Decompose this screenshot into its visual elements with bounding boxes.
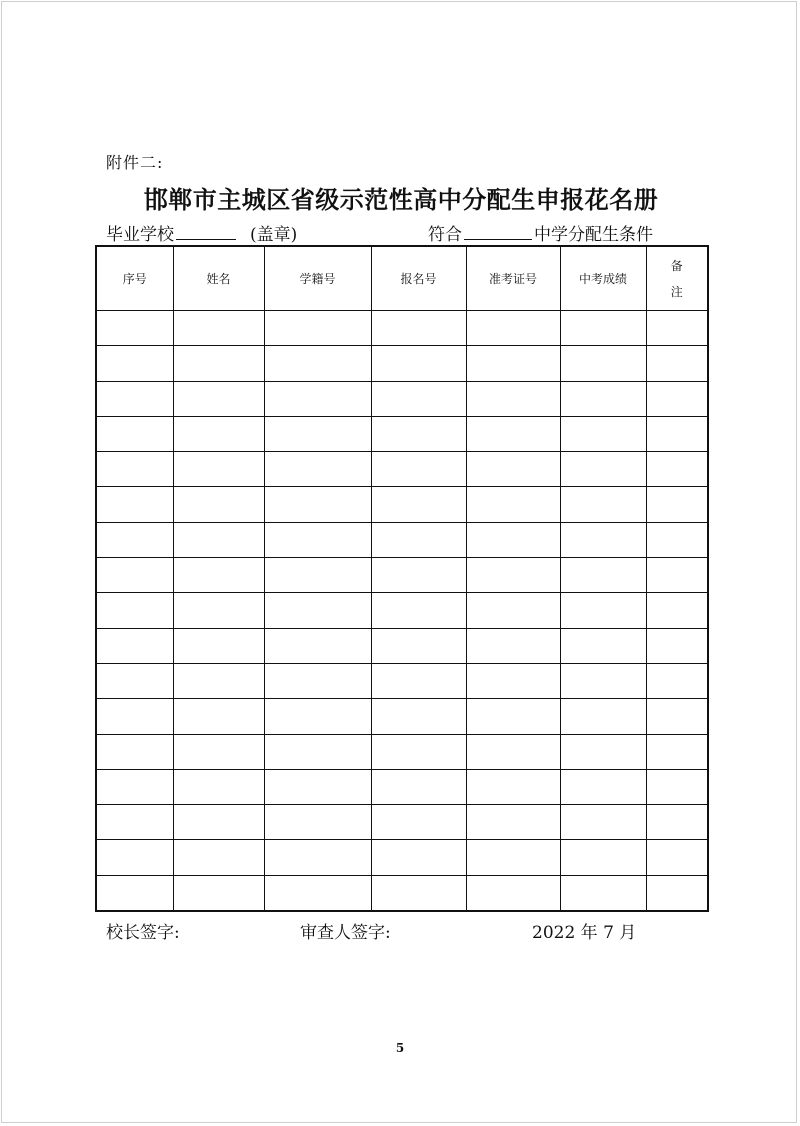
table-row xyxy=(96,663,708,698)
table-cell[interactable] xyxy=(560,875,646,911)
table-cell[interactable] xyxy=(560,452,646,487)
table-cell[interactable] xyxy=(560,416,646,451)
table-cell[interactable] xyxy=(264,805,371,840)
table-cell[interactable] xyxy=(371,522,466,557)
table-cell[interactable] xyxy=(96,416,173,451)
table-cell[interactable] xyxy=(466,875,560,911)
table-row xyxy=(96,628,708,663)
table-cell[interactable] xyxy=(371,663,466,698)
school-info xyxy=(106,220,297,245)
table-cell[interactable] xyxy=(646,346,708,381)
table-cell[interactable] xyxy=(264,875,371,911)
table-cell[interactable] xyxy=(371,452,466,487)
table-cell[interactable] xyxy=(560,522,646,557)
table-cell[interactable] xyxy=(96,311,173,346)
roster-body xyxy=(96,311,708,912)
table-cell[interactable] xyxy=(646,699,708,734)
table-cell[interactable] xyxy=(264,487,371,522)
table-cell[interactable] xyxy=(96,346,173,381)
table-cell[interactable] xyxy=(173,593,264,628)
table-cell[interactable] xyxy=(646,416,708,451)
table-cell[interactable] xyxy=(466,593,560,628)
table-cell[interactable] xyxy=(560,663,646,698)
table-cell[interactable] xyxy=(371,840,466,875)
date-label: 2022 年 7 月 xyxy=(532,923,637,943)
table-row xyxy=(96,311,708,346)
school-blank-line xyxy=(176,225,236,240)
table-cell[interactable] xyxy=(173,699,264,734)
meets-label: 符合 xyxy=(428,225,462,245)
condition-label: 中学分配生条件 xyxy=(534,225,653,245)
table-cell[interactable] xyxy=(173,346,264,381)
table-cell[interactable] xyxy=(560,769,646,804)
table-row xyxy=(96,699,708,734)
table-row xyxy=(96,346,708,381)
table-cell[interactable] xyxy=(466,558,560,593)
table-cell[interactable] xyxy=(371,699,466,734)
table-cell[interactable] xyxy=(371,416,466,451)
table-row xyxy=(96,734,708,769)
table-cell[interactable] xyxy=(264,734,371,769)
table-cell[interactable] xyxy=(173,487,264,522)
table-cell[interactable] xyxy=(646,663,708,698)
table-row xyxy=(96,593,708,628)
table-cell[interactable] xyxy=(173,628,264,663)
table-cell[interactable] xyxy=(264,522,371,557)
table-cell[interactable] xyxy=(96,840,173,875)
table-cell[interactable] xyxy=(371,805,466,840)
table-cell[interactable] xyxy=(96,734,173,769)
table-cell[interactable] xyxy=(646,593,708,628)
table-cell[interactable] xyxy=(173,840,264,875)
table-cell[interactable] xyxy=(371,487,466,522)
attachment-label: 附件二: xyxy=(106,153,164,172)
roster-table xyxy=(95,245,709,912)
remark-char-2: 注 xyxy=(670,284,683,299)
table-cell[interactable] xyxy=(466,346,560,381)
table-cell[interactable] xyxy=(371,875,466,911)
table-cell[interactable] xyxy=(371,628,466,663)
table-cell[interactable] xyxy=(173,522,264,557)
table-cell[interactable] xyxy=(371,346,466,381)
table-cell[interactable] xyxy=(96,769,173,804)
table-cell[interactable] xyxy=(173,416,264,451)
table-cell[interactable] xyxy=(96,487,173,522)
table-cell[interactable] xyxy=(466,311,560,346)
column-header-remark xyxy=(646,246,708,311)
table-cell[interactable] xyxy=(466,628,560,663)
table-cell[interactable] xyxy=(371,734,466,769)
column-header-registration-no: 报名号 xyxy=(371,246,466,311)
condition-blank-line xyxy=(464,225,532,240)
table-cell[interactable] xyxy=(371,769,466,804)
table-row xyxy=(96,416,708,451)
table-cell[interactable] xyxy=(264,311,371,346)
table-cell[interactable] xyxy=(646,734,708,769)
table-cell[interactable] xyxy=(560,805,646,840)
table-cell[interactable] xyxy=(466,416,560,451)
table-cell[interactable] xyxy=(646,840,708,875)
table-cell[interactable] xyxy=(646,487,708,522)
table-cell[interactable] xyxy=(466,840,560,875)
column-header-student-id: 学籍号 xyxy=(264,246,371,311)
table-cell[interactable] xyxy=(646,381,708,416)
table-row xyxy=(96,522,708,557)
stamp-note: (盖章) xyxy=(250,225,298,245)
table-cell[interactable] xyxy=(560,558,646,593)
table-row xyxy=(96,769,708,804)
table-cell[interactable] xyxy=(96,699,173,734)
table-cell[interactable] xyxy=(466,487,560,522)
table-cell[interactable] xyxy=(560,734,646,769)
table-cell[interactable] xyxy=(173,558,264,593)
table-row xyxy=(96,558,708,593)
table-cell[interactable] xyxy=(560,487,646,522)
table-cell[interactable] xyxy=(264,346,371,381)
table-cell[interactable] xyxy=(560,593,646,628)
table-cell[interactable] xyxy=(264,452,371,487)
column-header-exam-ticket-no: 准考证号 xyxy=(466,246,560,311)
reviewer-signature-label: 审查人签字: xyxy=(300,923,391,943)
table-cell[interactable] xyxy=(173,663,264,698)
table-cell[interactable] xyxy=(96,452,173,487)
column-header-name: 姓名 xyxy=(173,246,264,311)
table-cell[interactable] xyxy=(466,663,560,698)
table-cell[interactable] xyxy=(264,558,371,593)
table-cell[interactable] xyxy=(371,558,466,593)
table-cell[interactable] xyxy=(173,381,264,416)
document-title: 邯郸市主城区省级示范性高中分配生申报花名册 xyxy=(143,185,659,214)
table-cell[interactable] xyxy=(560,628,646,663)
table-cell[interactable] xyxy=(646,311,708,346)
table-cell[interactable] xyxy=(264,699,371,734)
table-cell[interactable] xyxy=(96,558,173,593)
table-cell[interactable] xyxy=(173,875,264,911)
table-cell[interactable] xyxy=(264,381,371,416)
table-cell[interactable] xyxy=(466,381,560,416)
table-cell[interactable] xyxy=(264,416,371,451)
table-cell[interactable] xyxy=(646,558,708,593)
table-cell[interactable] xyxy=(264,663,371,698)
condition-info xyxy=(428,220,653,245)
table-cell[interactable] xyxy=(173,311,264,346)
table-cell[interactable] xyxy=(96,628,173,663)
page-number: 5 xyxy=(395,1041,405,1055)
table-row xyxy=(96,452,708,487)
table-cell[interactable] xyxy=(466,769,560,804)
table-row xyxy=(96,487,708,522)
table-cell[interactable] xyxy=(560,346,646,381)
column-header-exam-score: 中考成绩 xyxy=(560,246,646,311)
table-row xyxy=(96,381,708,416)
table-cell[interactable] xyxy=(96,522,173,557)
table-cell[interactable] xyxy=(371,311,466,346)
table-cell[interactable] xyxy=(466,452,560,487)
table-cell[interactable] xyxy=(560,381,646,416)
table-cell[interactable] xyxy=(173,734,264,769)
school-label: 毕业学校 xyxy=(106,225,174,245)
table-cell[interactable] xyxy=(371,381,466,416)
table-cell[interactable] xyxy=(560,311,646,346)
table-cell[interactable] xyxy=(646,805,708,840)
table-cell[interactable] xyxy=(264,628,371,663)
table-cell[interactable] xyxy=(173,805,264,840)
table-cell[interactable] xyxy=(560,840,646,875)
table-row xyxy=(96,875,708,911)
table-header-row xyxy=(96,246,708,311)
table-cell[interactable] xyxy=(466,805,560,840)
table-cell[interactable] xyxy=(264,769,371,804)
table-cell[interactable] xyxy=(96,875,173,911)
table-cell[interactable] xyxy=(646,875,708,911)
table-cell[interactable] xyxy=(173,769,264,804)
table-cell[interactable] xyxy=(466,699,560,734)
table-cell[interactable] xyxy=(96,663,173,698)
column-header-seq: 序号 xyxy=(96,246,173,311)
table-cell[interactable] xyxy=(646,452,708,487)
table-row xyxy=(96,805,708,840)
table-cell[interactable] xyxy=(646,769,708,804)
table-cell[interactable] xyxy=(96,805,173,840)
table-cell[interactable] xyxy=(560,699,646,734)
principal-signature-label: 校长签字: xyxy=(106,923,180,943)
table-row xyxy=(96,840,708,875)
table-cell[interactable] xyxy=(96,593,173,628)
table-cell[interactable] xyxy=(646,628,708,663)
table-cell[interactable] xyxy=(96,381,173,416)
table-cell[interactable] xyxy=(264,593,371,628)
remark-char-1: 备 xyxy=(670,258,683,273)
table-cell[interactable] xyxy=(466,734,560,769)
table-cell[interactable] xyxy=(466,522,560,557)
table-cell[interactable] xyxy=(646,522,708,557)
table-cell[interactable] xyxy=(371,593,466,628)
table-cell[interactable] xyxy=(264,840,371,875)
table-cell[interactable] xyxy=(173,452,264,487)
